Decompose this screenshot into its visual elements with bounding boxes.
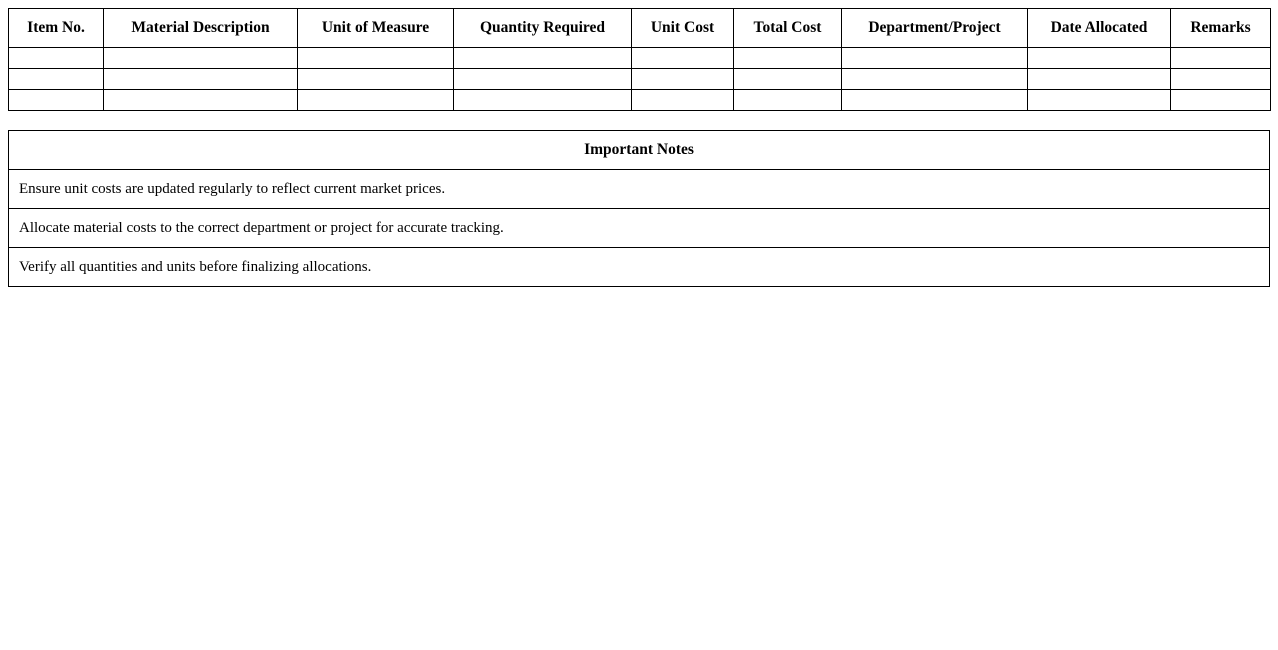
header-unit-of-measure: Unit of Measure	[298, 9, 454, 48]
table-cell[interactable]	[734, 48, 842, 69]
document-body	[8, 8, 1270, 287]
table-cell[interactable]	[842, 48, 1028, 69]
header-quantity-required: Quantity Required	[454, 9, 632, 48]
table-cell[interactable]	[9, 69, 104, 90]
header-department-project: Department/Project	[842, 9, 1028, 48]
table-cell[interactable]	[298, 69, 454, 90]
table-cell[interactable]	[1028, 69, 1171, 90]
notes-title: Important Notes	[9, 131, 1270, 170]
table-row	[9, 69, 1271, 90]
table-cell[interactable]	[1028, 48, 1171, 69]
notes-header-row	[9, 131, 1270, 170]
table-cell[interactable]	[9, 48, 104, 69]
header-unit-cost: Unit Cost	[632, 9, 734, 48]
list-item	[9, 170, 1270, 209]
header-date-allocated: Date Allocated	[1028, 9, 1171, 48]
important-notes-table	[8, 130, 1270, 287]
table-cell[interactable]	[298, 90, 454, 111]
table-cell[interactable]	[454, 48, 632, 69]
table-cell[interactable]	[632, 48, 734, 69]
note-text: Ensure unit costs are updated regularly to reflect current market prices.	[9, 170, 1270, 209]
table-cell[interactable]	[9, 90, 104, 111]
table-cell[interactable]	[632, 90, 734, 111]
table-cell[interactable]	[104, 48, 298, 69]
table-cell[interactable]	[734, 69, 842, 90]
list-item	[9, 209, 1270, 248]
table-header-row	[9, 9, 1271, 48]
header-remarks: Remarks	[1171, 9, 1271, 48]
table-cell[interactable]	[734, 90, 842, 111]
note-text: Verify all quantities and units before finalizing allocations.	[9, 248, 1270, 287]
table-cell[interactable]	[454, 90, 632, 111]
table-cell[interactable]	[842, 69, 1028, 90]
header-item-no: Item No.	[9, 9, 104, 48]
table-cell[interactable]	[298, 48, 454, 69]
table-cell[interactable]	[454, 69, 632, 90]
material-allocation-table	[8, 8, 1271, 111]
table-cell[interactable]	[632, 69, 734, 90]
header-total-cost: Total Cost	[734, 9, 842, 48]
table-row	[9, 90, 1271, 111]
table-cell[interactable]	[104, 90, 298, 111]
header-material-description: Material Description	[104, 9, 298, 48]
table-cell[interactable]	[104, 69, 298, 90]
table-cell[interactable]	[1028, 90, 1171, 111]
table-row	[9, 48, 1271, 69]
table-cell[interactable]	[1171, 48, 1271, 69]
list-item	[9, 248, 1270, 287]
table-cell[interactable]	[842, 90, 1028, 111]
table-cell[interactable]	[1171, 69, 1271, 90]
note-text: Allocate material costs to the correct department or project for accurate tracking.	[9, 209, 1270, 248]
table-cell[interactable]	[1171, 90, 1271, 111]
